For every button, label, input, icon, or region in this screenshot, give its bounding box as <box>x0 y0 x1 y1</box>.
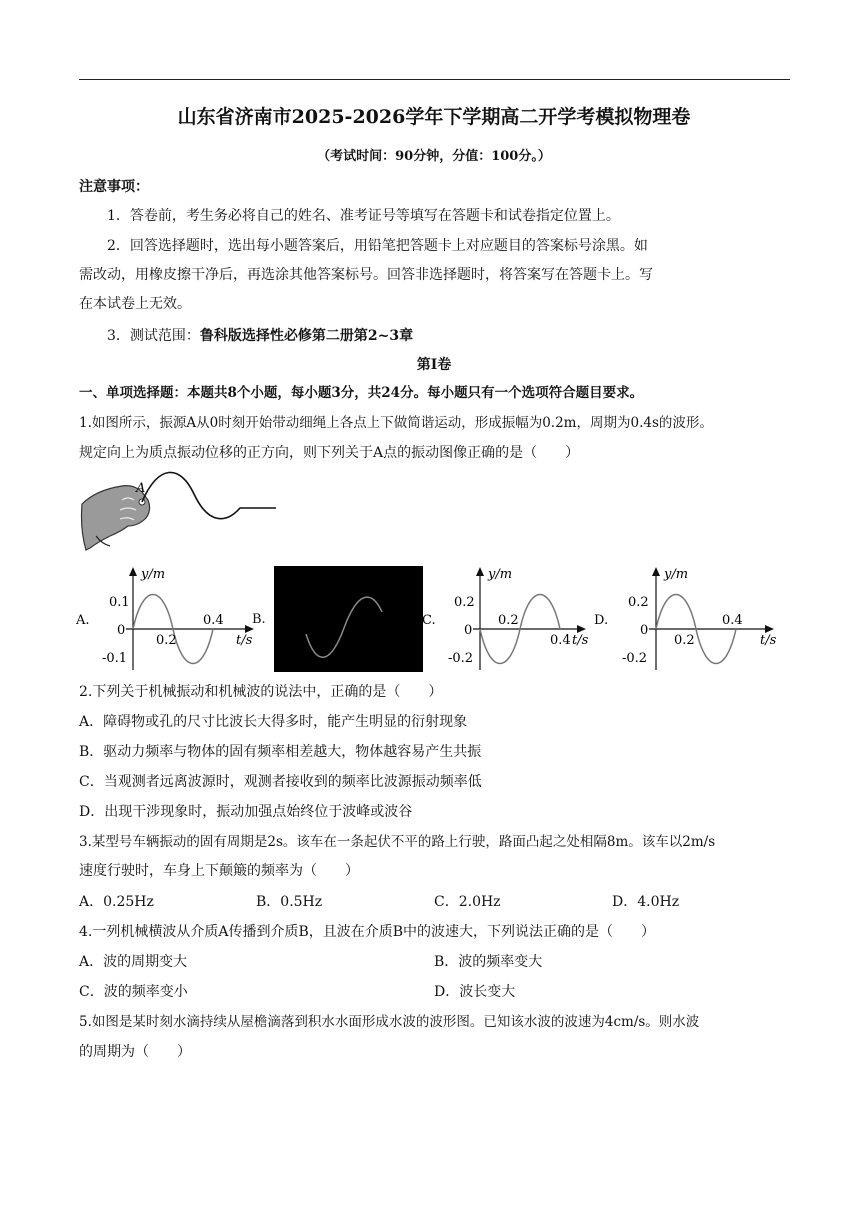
q3-option-c: C．2.0Hz <box>434 894 501 910</box>
exam-title: 山东省济南市2025-2026学年下学期高二开学考模拟物理卷 <box>177 106 691 128</box>
graph-c-ylabel: y/m <box>488 567 513 582</box>
graph-d-tick-t2: 0.4 <box>722 613 743 628</box>
graph-c-xlabel: t/s <box>572 633 589 648</box>
graph-d-tick-t1: 0.2 <box>674 633 695 648</box>
q4-option-c: C．波的频率变小 <box>79 984 188 1000</box>
q3-option-b: B．0.5Hz <box>256 894 323 910</box>
q3-line-2: 速度行驶时，车身上下颠簸的频率为（ ） <box>79 863 359 879</box>
graph-c-tick-t2: 0.4 <box>550 633 571 648</box>
q5-line-2: 的周期为（ ） <box>79 1044 191 1060</box>
q2-option-c: C．当观测者远离波源时，观测者接收到的频率比波源振动频率低 <box>79 774 482 790</box>
q3-line-1: 3.某型号车辆振动的固有周期是2s。该车在一条起伏不平的路上行驶，路面凸起之处相隔8m。该车以2m/s <box>79 834 716 850</box>
q2-option-a: A．障碍物或孔的尺寸比波长大得多时，能产生明显的衍射现象 <box>79 714 468 730</box>
graph-a-ylabel: y/m <box>141 567 166 582</box>
q3-option-a: A．0.25Hz <box>79 894 154 910</box>
graph-a-y-arrow <box>129 567 137 576</box>
notice-item-2-line-2: 需改动，用橡皮擦干净后，再选涂其他答案标号。回答非选择题时，将答案写在答题卡上。写 <box>79 267 653 283</box>
graph-a-tick-zero: 0 <box>117 623 126 638</box>
q4-option-d: D．波长变大 <box>434 984 516 1000</box>
q5-line-1: 5.如图是某时刻水滴持续从屋檐滴落到积水水面形成水波的波形图。已知该水波的波速为4cm/s。则水波 <box>79 1014 700 1030</box>
graph-a <box>76 562 266 674</box>
graph-a-tick-t2: 0.4 <box>203 613 224 628</box>
q4-option-b: B．波的频率变大 <box>434 954 543 970</box>
graph-b-panel <box>274 566 423 672</box>
graph-c-y-arrow <box>476 567 484 576</box>
q4-stem: 4.一列机械横波从介质A传播到介质B，且波在介质B中的波速大，下列说法正确的是（ ） <box>79 924 656 940</box>
graph-d-xlabel: t/s <box>760 633 777 648</box>
graph-c-tick-t1: 0.2 <box>498 613 519 628</box>
graph-c-x-arrow <box>577 625 586 633</box>
graph-d <box>592 562 782 674</box>
graph-c-tick-top: 0.2 <box>454 595 475 610</box>
graph-a-tick-top: 0.1 <box>109 595 130 610</box>
graph-c-tick-bottom: -0.2 <box>448 651 474 666</box>
graph-c-tick-zero: 0 <box>464 623 473 638</box>
graph-b <box>274 566 423 672</box>
graph-b-curve <box>306 597 382 657</box>
graph-a-xlabel: t/s <box>236 633 253 648</box>
volume-heading: 第Ⅰ卷 <box>416 357 452 373</box>
graph-d-ylabel: y/m <box>664 567 689 582</box>
section-heading: 一、单项选择题：本题共8个小题，每小题3分，共24分。每小题只有一个选项符合题目要求。 <box>79 385 644 401</box>
graph-d-y-arrow <box>652 567 660 576</box>
q4-option-a: A．波的周期变大 <box>79 954 188 970</box>
notice-item-3-scope: 鲁科版选择性必修第二册第2~3章 <box>199 328 414 344</box>
rope-wave <box>142 472 276 518</box>
notice-item-3-prefix: 3．测试范围： <box>107 328 200 344</box>
graph-d-tick-bottom: -0.2 <box>622 651 648 666</box>
graph-a-tick-t1: 0.2 <box>156 633 177 648</box>
notice-item-3 <box>107 327 413 345</box>
q2-stem: 2.下列关于机械振动和机械波的说法中，正确的是（ ） <box>79 684 443 700</box>
q1-line-1: 1.如图所示，振源A从0时刻开始带动细绳上各点上下做简谐运动，形成振幅为0.2m，周期为0.4s的波形。 <box>79 415 713 431</box>
graph-d-tick-zero: 0 <box>640 623 649 638</box>
notice-heading: 注意事项： <box>79 179 149 195</box>
graph-d-tick-top: 0.2 <box>628 595 649 610</box>
option-d-label: D. <box>594 613 609 628</box>
notice-item-1: 1．答卷前，考生务必将自己的姓名、准考证号等填写在答题卡和试卷指定位置上。 <box>107 208 620 224</box>
graph-c <box>420 562 590 674</box>
notice-item-2-line-3: 在本试卷上无效。 <box>79 296 191 312</box>
point-a-label: A <box>136 481 146 496</box>
option-b-label: B. <box>252 612 266 627</box>
header-rule <box>79 79 790 80</box>
graph-a-tick-bottom: -0.1 <box>102 651 128 666</box>
option-a-label: A. <box>76 613 90 628</box>
hand-rope-figure <box>76 470 286 555</box>
q3-option-d: D．4.0Hz <box>612 894 680 910</box>
q2-option-d: D．出现干涉现象时，振动加强点始终位于波峰或波谷 <box>79 804 413 820</box>
q1-line-2: 规定向上为质点振动位移的正方向，则下列关于A点的振动图像正确的是（ ） <box>79 445 580 461</box>
option-c-label: C. <box>422 613 436 628</box>
notice-item-2-line-1: 2．回答选择题时，选出每小题答案后，用铅笔把答题卡上对应题目的答案标号涂黑。如 <box>107 238 648 254</box>
graph-d-x-arrow <box>765 625 774 633</box>
q2-option-b: B．驱动力频率与物体的固有频率相差越大，物体越容易产生共振 <box>79 744 482 760</box>
exam-subtitle: （考试时间：90分钟，分值：100分。） <box>317 149 551 164</box>
